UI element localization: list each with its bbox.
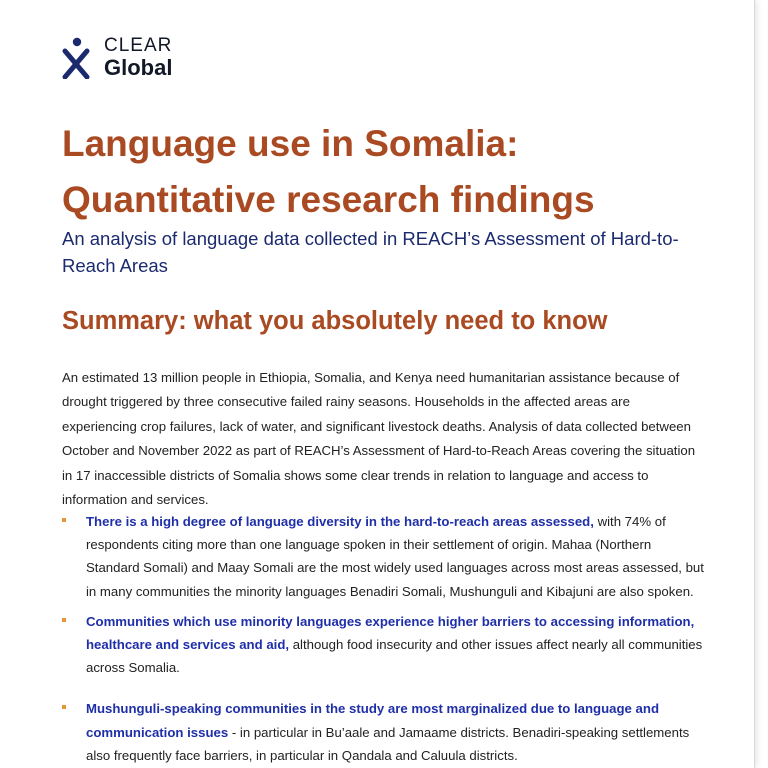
key-finding-bold: There is a high degree of language diversity in the hard-to-reach areas assessed, bbox=[86, 514, 594, 529]
key-finding-item bbox=[62, 510, 704, 603]
key-finding-bold: Mushunguli-speaking communities in the study are most marginalized due to language and communication issues bbox=[86, 701, 659, 740]
intro-paragraph: An estimated 13 million people in Ethiopia, Somalia, and Kenya need humanitarian assistance because of drought triggered by three consecutive failed rainy seasons. Households in the affected areas are experiencing crop failures, lack of water, and significant livestock deaths. Analysis of data collected between October and November 2022 as part of REACH’s Assessment of Hard-to-Reach Areas covering the situation in 17 inaccessible districts of Somalia shows some clear trends in relation to language and access to information and services. bbox=[62, 370, 696, 508]
logo-wordmark bbox=[104, 36, 172, 79]
document-subtitle: An analysis of language data collected in REACH’s Assessment of Hard-to-Reach Areas bbox=[62, 228, 679, 276]
document-title bbox=[62, 116, 722, 228]
key-finding-item bbox=[62, 697, 704, 767]
clear-global-person-icon bbox=[62, 37, 90, 79]
summary-heading: Summary: what you absolutely need to know bbox=[62, 307, 608, 335]
key-finding-item bbox=[62, 610, 704, 680]
bullet-square-icon bbox=[62, 618, 66, 622]
logo-line-clear: CLEAR bbox=[104, 35, 173, 56]
key-finding-text: - in particular in Bu’aale and Jamaame districts. Benadiri-speaking settlements also frequently face barriers, in particular in Qandala and Caluula districts. bbox=[86, 724, 690, 763]
logo-line-global: Global bbox=[104, 55, 173, 80]
key-finding-bold: Communities which use minority languages experience higher barriers to accessing information, healthcare and services and aid, bbox=[86, 613, 695, 653]
key-findings-list bbox=[62, 510, 704, 767]
clear-global-logo bbox=[62, 36, 172, 79]
document-title-line-1: Language use in Somalia: bbox=[62, 123, 519, 164]
bullet-square-icon bbox=[62, 705, 66, 709]
bullet-square-icon bbox=[62, 518, 66, 522]
key-finding-text: with 74% of respondents citing more than one language spoken in their settlement of origin. Mahaa (Northern Standard Somali) and Maay Somali are the most widely used languages across most areas assessed, but in many communities the minority languages Benadiri Somali, Mushunguli and Kibajuni are also spoken. bbox=[86, 514, 704, 599]
key-finding-text: although food insecurity and other issues affect nearly all communities across Somalia. bbox=[86, 637, 703, 676]
document-title-line-2: Quantitative research findings bbox=[62, 179, 595, 220]
